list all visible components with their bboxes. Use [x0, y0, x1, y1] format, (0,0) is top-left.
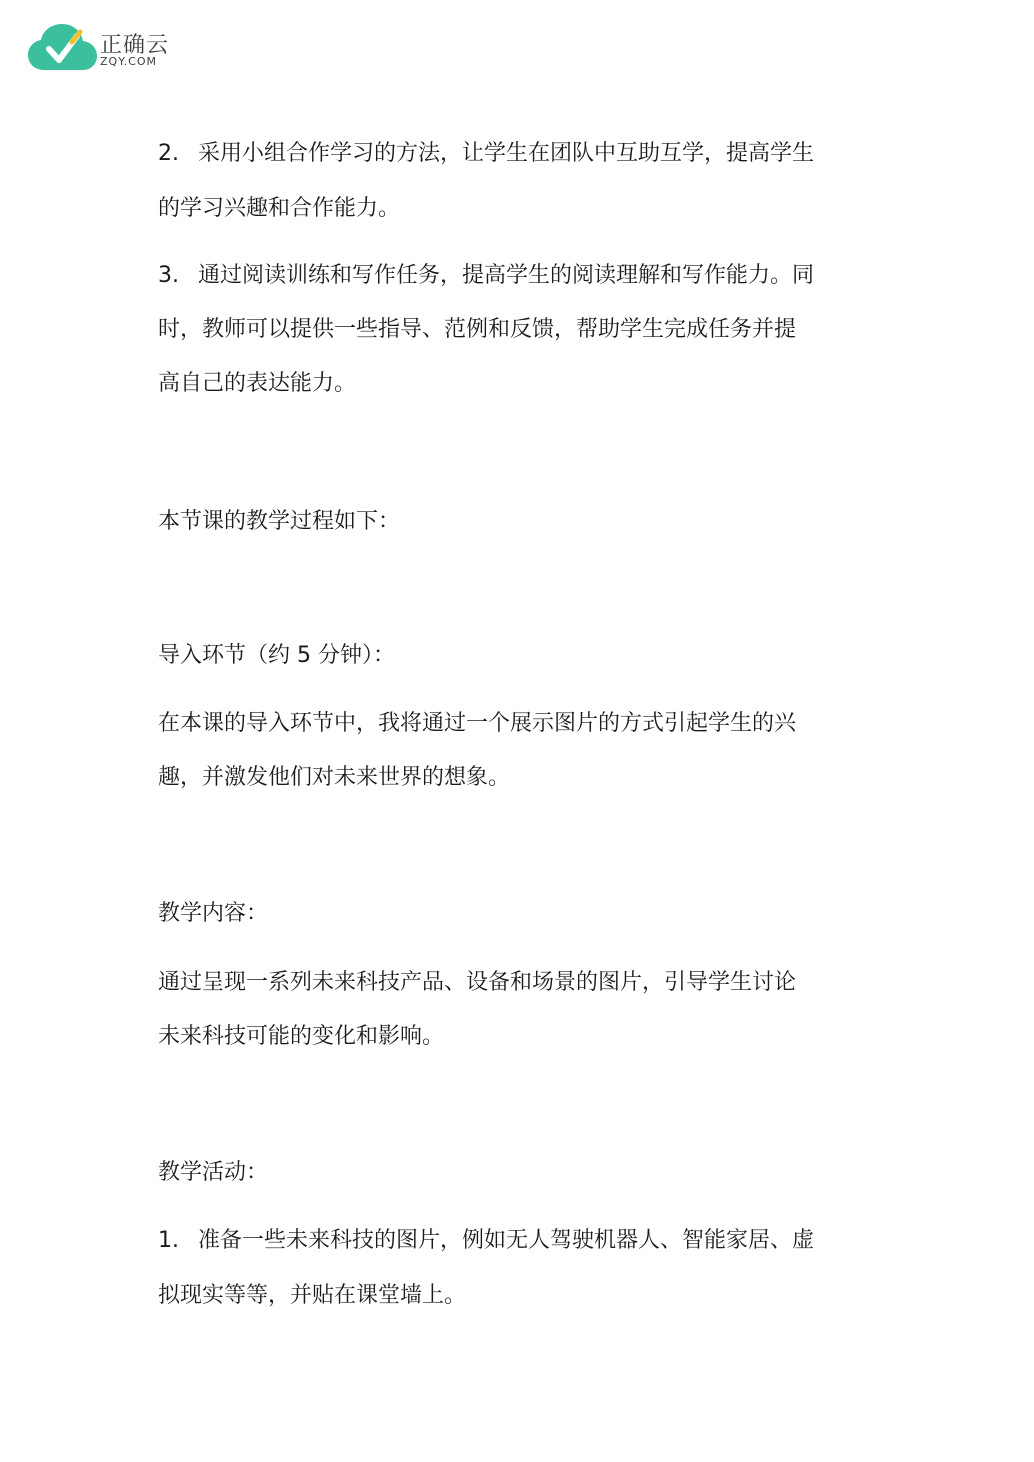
list-item-3-number: 3.: [158, 263, 179, 288]
cloud-check-icon: [28, 22, 98, 74]
intro-section-title: 导入环节（约 5 分钟）：: [158, 643, 395, 668]
list-item-3-line2: 时，教师可以提供一些指导、范例和反馈，帮助学生完成任务并提: [158, 317, 797, 342]
list-item-3-line3: 高自己的表达能力。: [158, 371, 357, 396]
brand-logo: [28, 22, 188, 78]
list-item-2-line2: 的学习兴趣和合作能力。: [158, 196, 401, 221]
activity-item-1-number: 1.: [158, 1228, 179, 1253]
list-item-2-line1: 2. 采用小组合作学习的方法，让学生在团队中互助互学，提高学生: [158, 126, 882, 181]
activity-title: 教学活动：: [158, 1160, 269, 1185]
brand-domain: ZQY.COM: [100, 55, 158, 68]
content-text-line1: 通过呈现一系列未来科技产品、设备和场景的图片，引导学生讨论: [158, 970, 797, 995]
list-item-2-number: 2.: [158, 141, 179, 166]
brand-name: 正确云: [100, 33, 170, 58]
intro-section-text-line1: 在本课的导入环节中，我将通过一个展示图片的方式引起学生的兴: [158, 711, 797, 736]
activity-item-1-line2: 拟现实等等，并贴在课堂墙上。: [158, 1283, 467, 1308]
intro-section-text-line2: 趣，并激发他们对未来世界的想象。: [158, 765, 511, 790]
process-intro: 本节课的教学过程如下：: [158, 509, 401, 534]
list-item-3-line1: 3. 通过阅读训练和写作任务，提高学生的阅读理解和写作能力。同: [158, 248, 882, 303]
content-text-line2: 未来科技可能的变化和影响。: [158, 1024, 445, 1049]
activity-item-1-line1: 1. 准备一些未来科技的图片，例如无人驾驶机器人、智能家居、虚: [158, 1213, 882, 1268]
content-title: 教学内容：: [158, 901, 269, 926]
